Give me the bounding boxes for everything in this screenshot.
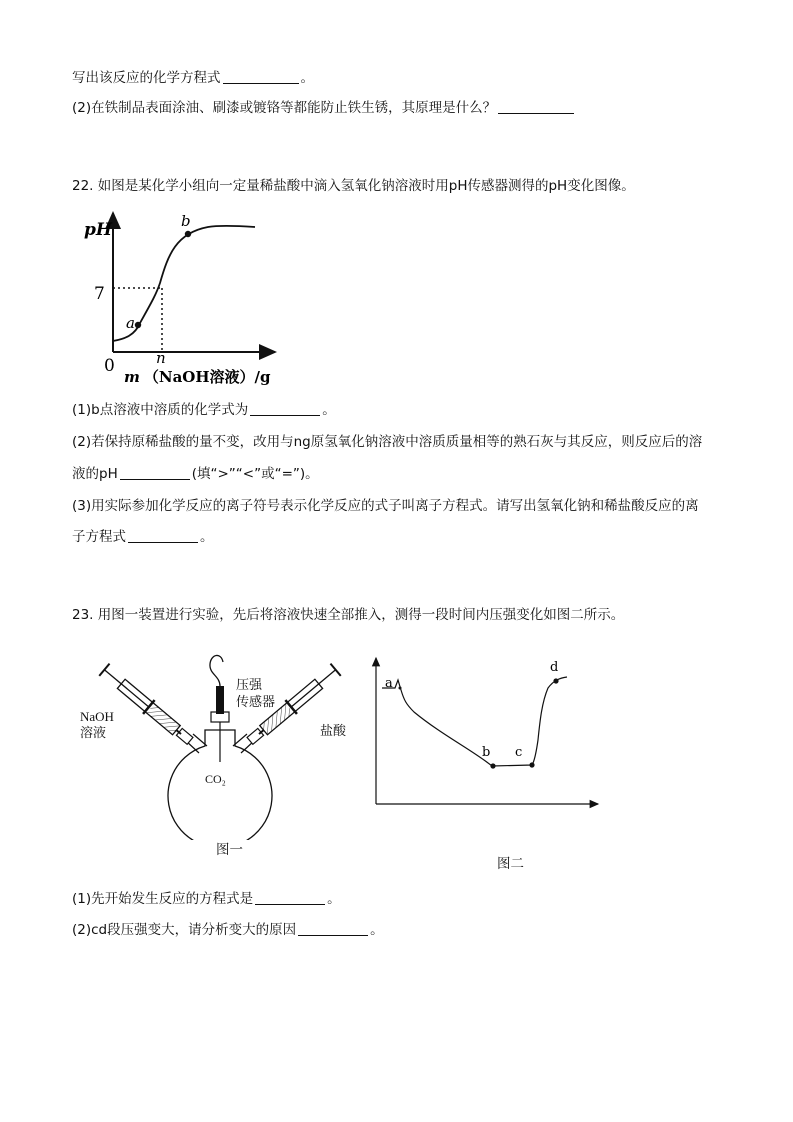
answer-blank[interactable] bbox=[255, 890, 325, 905]
q22-p2-line1: (2)若保持原稀盐酸的量不变，改用与ng原氢氧化钠溶液中溶质质量相等的熟石灰与其反应，则反应后的溶 bbox=[72, 434, 703, 450]
ph-graph bbox=[80, 205, 290, 390]
point-b-label: b bbox=[181, 212, 191, 230]
q22-stem: 22. 如图是某化学小组向一定量稀盐酸中滴入氢氧化钠溶液时用pH传感器测得的pH变化图像。 bbox=[72, 178, 635, 194]
x-axis-label: m （NaOH溶液）/g bbox=[124, 368, 271, 386]
right-stopper bbox=[247, 728, 264, 744]
answer-blank[interactable] bbox=[250, 401, 320, 416]
co2-label: CO₂ bbox=[205, 772, 226, 786]
q22-p1: (1)b点溶液中溶质的化学式为 。 bbox=[72, 402, 336, 418]
q23-stem: 23. 用图一装置进行实验，先后将溶液快速全部推入，测得一段时间内压强变化如图二所示。 bbox=[72, 607, 625, 623]
left-stopper bbox=[176, 728, 193, 744]
answer-blank[interactable] bbox=[298, 921, 368, 936]
sensor-label: 压强 传感器 bbox=[236, 678, 276, 710]
naoh-label: NaOH 溶液 bbox=[80, 709, 114, 741]
answer-blank[interactable] bbox=[128, 528, 198, 543]
y-axis-label: pH bbox=[84, 220, 112, 240]
hcl-label: 盐酸 bbox=[320, 724, 347, 739]
answer-blank[interactable] bbox=[223, 69, 299, 84]
q23-p1: (1)先开始发生反应的方程式是 。 bbox=[72, 891, 341, 907]
point-a-marker bbox=[135, 322, 141, 328]
point-b-dot bbox=[490, 763, 495, 768]
y-tick-7: 7 bbox=[94, 284, 105, 304]
figure-2-caption: 图二 bbox=[497, 856, 524, 872]
q21-line1: 写出该反应的化学方程式 。 bbox=[72, 70, 314, 86]
point-c-dot bbox=[529, 762, 534, 767]
answer-blank[interactable] bbox=[498, 99, 574, 114]
answer-blank[interactable] bbox=[120, 465, 190, 480]
point-c-label: c bbox=[515, 745, 523, 760]
q22-p3-line1: (3)用实际参加化学反应的离子符号表示化学反应的式子叫离子方程式。请写出氢氧化钠和稀盐酸反应的离 bbox=[72, 498, 699, 514]
point-a-label: a bbox=[126, 314, 135, 332]
point-b-marker bbox=[185, 231, 191, 237]
point-a-dot bbox=[399, 687, 402, 690]
origin-label: 0 bbox=[104, 356, 115, 376]
q21-line2 bbox=[72, 98, 576, 118]
figure-1-apparatus bbox=[75, 650, 365, 840]
sensor-cable bbox=[210, 655, 223, 686]
q21-line1-text: 写出该反应的化学方程式 bbox=[72, 70, 221, 86]
sensor-probe bbox=[216, 686, 224, 714]
q21-question-2: (2)在铁制品表面涂油、刷漆或镀铬等都能防止铁生锈，其原理是什么？ bbox=[72, 100, 497, 116]
point-d-label: d bbox=[550, 660, 559, 675]
q23-p2: (2)cd段压强变大，请分析变大的原因 。 bbox=[72, 922, 384, 938]
pressure-curve bbox=[382, 677, 567, 766]
q22-p3-line2: 子方程式 。 bbox=[72, 529, 214, 545]
figure-2-pressure-graph bbox=[362, 650, 607, 820]
q22-p2-line2: 液的pH (填“>”“<”或“=”)。 bbox=[72, 466, 319, 482]
figure-1-caption: 图一 bbox=[216, 842, 243, 858]
point-b-label: b bbox=[482, 745, 491, 760]
point-a-label: a bbox=[385, 676, 393, 691]
x-tick-n: n bbox=[156, 349, 166, 367]
point-d-dot bbox=[553, 678, 558, 683]
